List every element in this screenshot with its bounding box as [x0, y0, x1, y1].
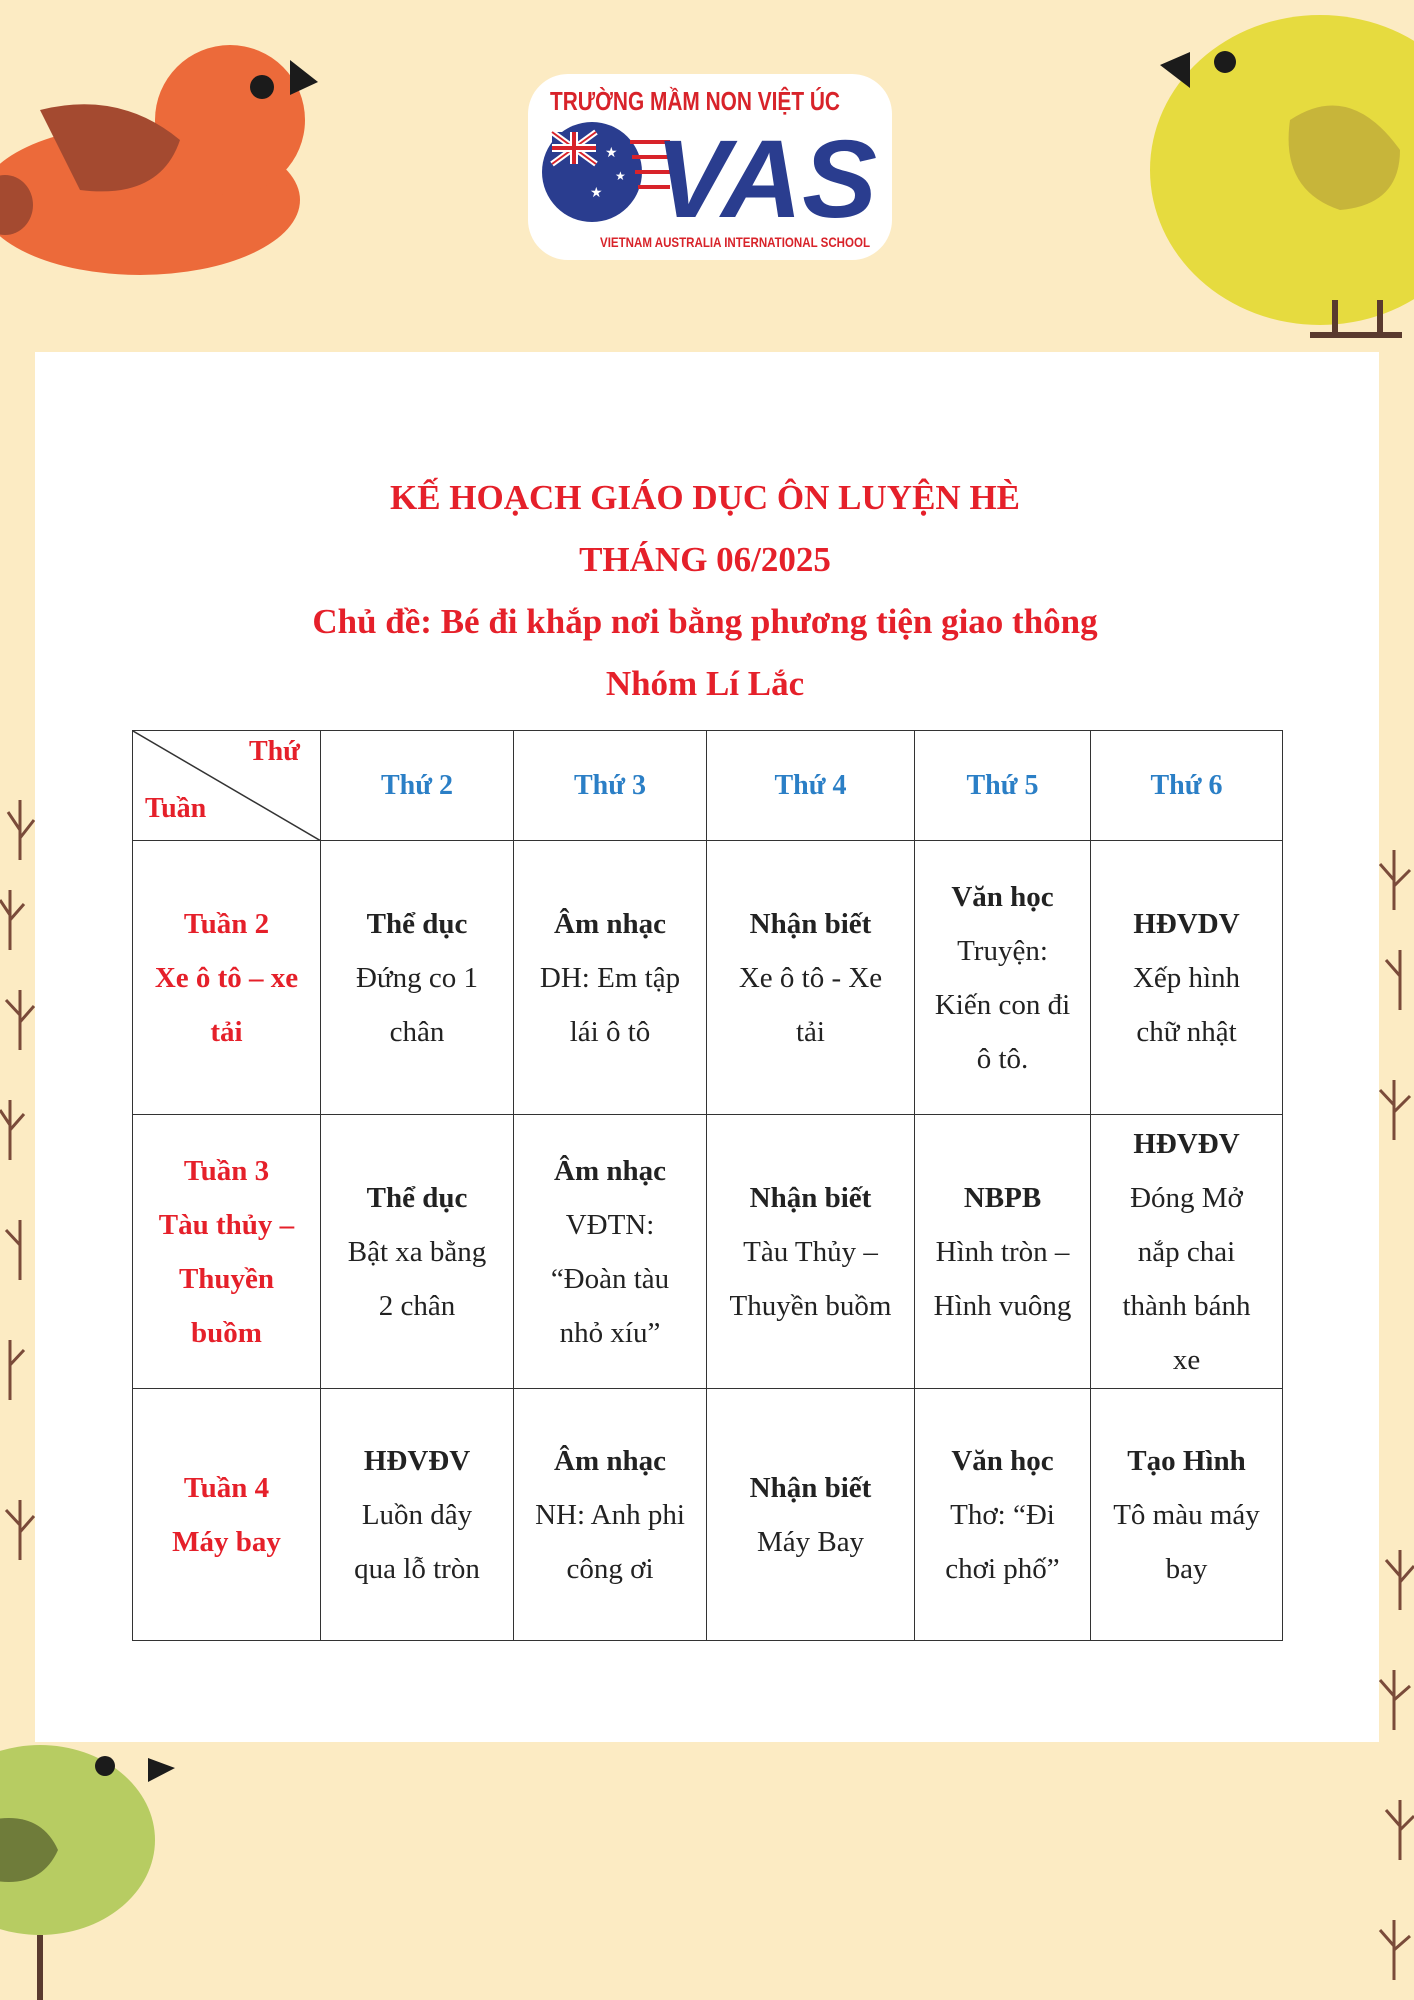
week-line: Thuyền: [178, 1262, 275, 1295]
activity-line: qua lỗ tròn: [354, 1552, 480, 1585]
activity-line: “Đoàn tàu: [550, 1262, 670, 1295]
activity-cell: [707, 1115, 915, 1389]
activity-line: Truyện:: [957, 934, 1048, 967]
activity-cell: [707, 841, 915, 1115]
group-title: Nhóm Lí Lắc: [605, 664, 805, 703]
header-row: [133, 731, 1283, 841]
activity-line: Tàu Thủy –: [743, 1235, 878, 1268]
week-line: Tàu thủy –: [158, 1208, 295, 1241]
activity-line: Tô màu máy: [1113, 1498, 1260, 1531]
table-row: [133, 841, 1283, 1115]
week-line: Máy bay: [172, 1525, 281, 1558]
twig-left-decoration: [0, 800, 40, 1660]
school-tagline-text: VIETNAM AUSTRALIA INTERNATIONAL SCHOOL: [600, 234, 871, 250]
activity-line: lái ô tô: [569, 1015, 651, 1048]
title-block: [0, 478, 1410, 726]
activity-cell: [915, 1389, 1091, 1641]
activity-line: Đứng co 1: [355, 961, 479, 994]
activity-line: nắp chai: [1137, 1235, 1236, 1268]
activity-line: NH: Anh phi: [535, 1498, 685, 1531]
activity-cell: [1091, 1115, 1283, 1389]
week-line: Tuần 3: [183, 1154, 270, 1187]
activity-line: chữ nhật: [1136, 1015, 1237, 1048]
svg-text:★: ★: [615, 169, 626, 183]
corner-week-label: Tuần: [145, 793, 207, 824]
activity-line: VĐTN:: [565, 1208, 655, 1241]
activity-line: Kiến con đi: [934, 988, 1071, 1021]
activity-subject: Nhận biết: [749, 907, 872, 940]
day-header: Thứ 6: [1091, 731, 1283, 841]
table-row: [133, 1115, 1283, 1389]
activity-cell: [514, 1115, 707, 1389]
activity-subject: Văn học: [951, 1444, 1054, 1477]
activity-line: thành bánh: [1122, 1289, 1251, 1322]
week-line: tải: [210, 1015, 243, 1048]
week-line: Tuần 4: [183, 1471, 270, 1504]
activity-line: Thơ: “Đi: [950, 1498, 1055, 1531]
activity-cell: [321, 1389, 514, 1641]
green-bird-illustration: [0, 1700, 190, 2000]
activity-subject: HĐVĐV: [363, 1444, 471, 1477]
activity-subject: Thể dục: [366, 907, 468, 940]
activity-line: DH: Em tập: [539, 961, 681, 994]
activity-cell: [915, 1115, 1091, 1389]
activity-cell: [514, 841, 707, 1115]
week-cell: [133, 1115, 321, 1389]
activity-line: Hình vuông: [933, 1289, 1072, 1322]
activity-subject: Âm nhạc: [554, 1154, 666, 1187]
activity-line: Xếp hình: [1132, 961, 1241, 994]
corner-day-label: Thứ: [248, 736, 300, 767]
activity-cell: [321, 1115, 514, 1389]
yellow-bird-illustration: [1150, 0, 1414, 350]
activity-subject: HĐVĐV: [1133, 1127, 1240, 1160]
activity-subject: Nhận biết: [749, 1181, 872, 1214]
activity-cell: [514, 1389, 707, 1641]
table-row: [133, 1389, 1283, 1641]
activity-line: Xe ô tô - Xe: [738, 961, 883, 994]
week-line: buồm: [191, 1316, 262, 1349]
activity-line: Luồn dây: [361, 1498, 473, 1531]
week-cell: [133, 1389, 321, 1641]
activity-subject: Thể dục: [366, 1181, 468, 1214]
activity-cell: [707, 1389, 915, 1641]
theme-title: Chủ đề: Bé đi khắp nơi bằng phương tiện giao thông: [312, 602, 1098, 641]
activity-subject: Âm nhạc: [554, 1444, 666, 1477]
activity-subject: Nhận biết: [749, 1471, 872, 1504]
activity-line: công ơi: [566, 1552, 654, 1585]
day-header: Thứ 4: [707, 731, 915, 841]
activity-line: nhỏ xíu”: [559, 1316, 661, 1349]
activity-subject: NBPB: [963, 1181, 1042, 1214]
activity-line: Đóng Mở: [1130, 1181, 1243, 1214]
month-title: THÁNG 06/2025: [579, 540, 831, 579]
week-line: Xe ô tô – xe: [154, 961, 299, 994]
svg-text:★: ★: [590, 185, 603, 201]
activity-line: tải: [796, 1015, 825, 1048]
orange-bird-illustration: [0, 0, 330, 300]
week-line: Tuần 2: [183, 907, 270, 940]
activity-line: Hình tròn –: [935, 1235, 1070, 1268]
activity-subject: HĐVDV: [1133, 907, 1240, 940]
activity-line: chân: [389, 1015, 445, 1048]
activity-subject: Văn học: [951, 880, 1054, 913]
activity-line: Thuyền buồm: [729, 1289, 892, 1322]
school-logo: [520, 72, 900, 262]
day-header: Thứ 3: [514, 731, 707, 841]
activity-subject: Tạo Hình: [1127, 1444, 1246, 1477]
activity-line: ô tô.: [976, 1042, 1029, 1075]
schedule-table: [132, 730, 1283, 1641]
activity-cell: [915, 841, 1091, 1115]
activity-cell: [321, 841, 514, 1115]
corner-cell: [133, 731, 321, 841]
activity-line: Bật xa bằng: [347, 1235, 487, 1268]
activity-line: 2 chân: [378, 1289, 456, 1322]
activity-cell: [1091, 841, 1283, 1115]
day-header: Thứ 2: [321, 731, 514, 841]
activity-line: Máy Bay: [756, 1525, 865, 1558]
day-header: Thứ 5: [915, 731, 1091, 841]
page-title: KẾ HOẠCH GIÁO DỤC ÔN LUYỆN HÈ: [389, 478, 1021, 517]
school-mark-text: VAS: [655, 118, 877, 241]
activity-subject: Âm nhạc: [554, 907, 666, 940]
school-name-text: TRƯỜNG MẦM NON VIỆT ÚC: [550, 86, 841, 116]
svg-text:★: ★: [605, 145, 618, 161]
school-logo-graphic: [520, 72, 900, 262]
activity-line: bay: [1165, 1552, 1208, 1585]
week-cell: [133, 841, 321, 1115]
activity-line: xe: [1172, 1343, 1201, 1376]
activity-line: chơi phố”: [945, 1552, 1060, 1585]
activity-cell: [1091, 1389, 1283, 1641]
